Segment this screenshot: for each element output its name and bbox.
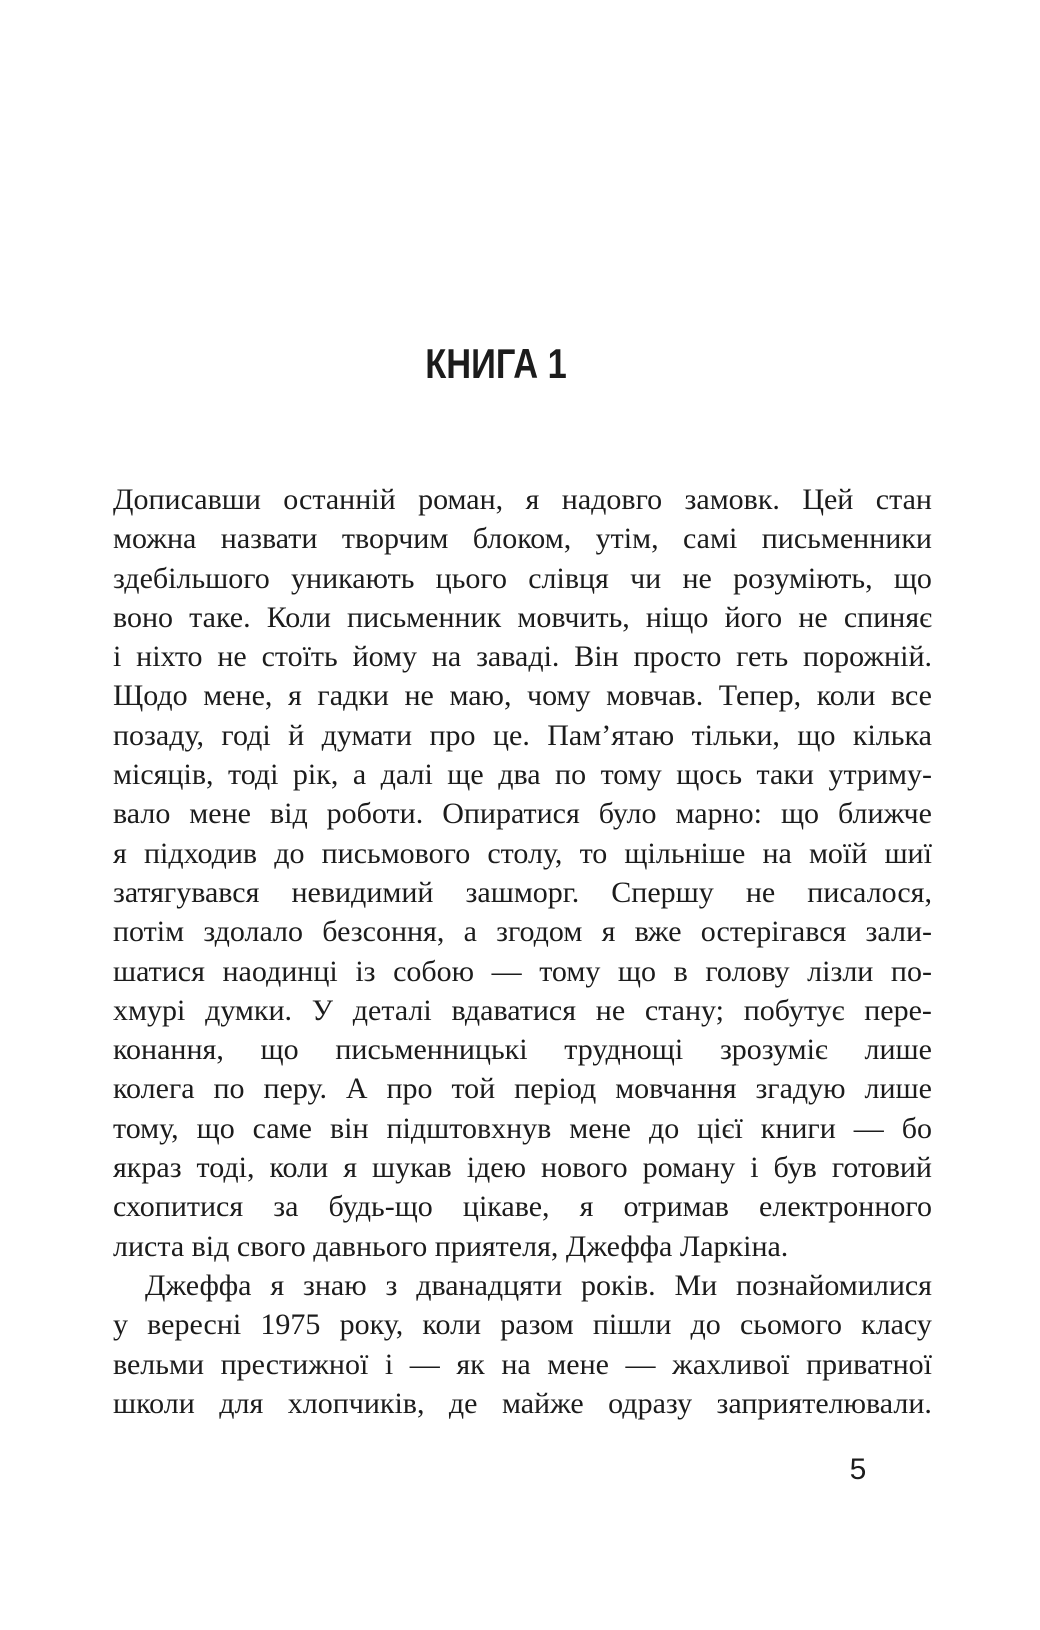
text-line: і ніхто не стоїть йому на заваді. Він просто геть порожній. [113,640,932,674]
text-line: якраз тоді, коли я шукав ідею нового роману і був готовий [113,1151,932,1185]
page-number: 5 [849,1453,867,1486]
text-line: листа від свого давнього приятеля, Джеффа Ларкіна. [113,1229,789,1263]
text-line: позаду, годі й думати про це. Пам’ятаю тільки, що кілька [113,718,932,752]
text-line: воно таке. Коли письменник мовчить, ніщо його не спиняє [113,600,932,634]
text-line: колега по перу. А про той період мовчання згадую лише [113,1072,932,1106]
chapter-heading-text: КНИГА 1 [425,340,567,387]
text-line: Дописавши останній роман, я надовго замовк. Цей стан [113,483,932,516]
text-line: місяців, тоді рік, а далі ще два по тому щось таки утриму- [113,758,932,792]
text-line: вало мене від роботи. Опиратися було марно: що ближче [113,797,932,831]
text-line: вельми престижної і — як на мене — жахливої приватної [113,1347,932,1381]
text-line: потім здолало безсоння, а згодом я вже остерігався зали- [113,915,932,949]
chapter-heading [410,340,583,387]
text-line: я підходив до письмового столу, то щільніше на моїй шиї [113,836,932,870]
text-line: затягувався невидимий зашморг. Спершу не писалося, [113,875,932,909]
text-line: здебільшого уникають цього слівця чи не розуміють, що [113,561,932,595]
text-line: Щодо мене, я гадки не маю, чому мовчав. Тепер, коли все [113,679,932,713]
text-line: Джеффа я знаю з дванадцяти років. Ми познайомилися [145,1268,932,1302]
text-line: школи для хлопчиків, де майже одразу заприятелювали. [113,1386,932,1420]
text-line: шатися наодинці із собою — тому що в голову лізли по- [113,954,932,988]
text-line: хмурі думки. У деталі вдаватися не стану; побутує пере- [113,993,932,1027]
text-line: схопитися за будь-що цікаве, я отримав електронного [113,1190,932,1224]
text-line: можна назвати творчим блоком, утім, самі письменники [113,522,932,556]
text-line: тому, що саме він підштовхнув мене до цієї книги — бо [113,1111,932,1145]
page-text [113,480,932,1423]
text-line: конання, що письменницькі труднощі зрозуміє лише [113,1033,932,1067]
text-line: у вересні 1975 року, коли разом пішли до сьомого класу [113,1308,932,1342]
